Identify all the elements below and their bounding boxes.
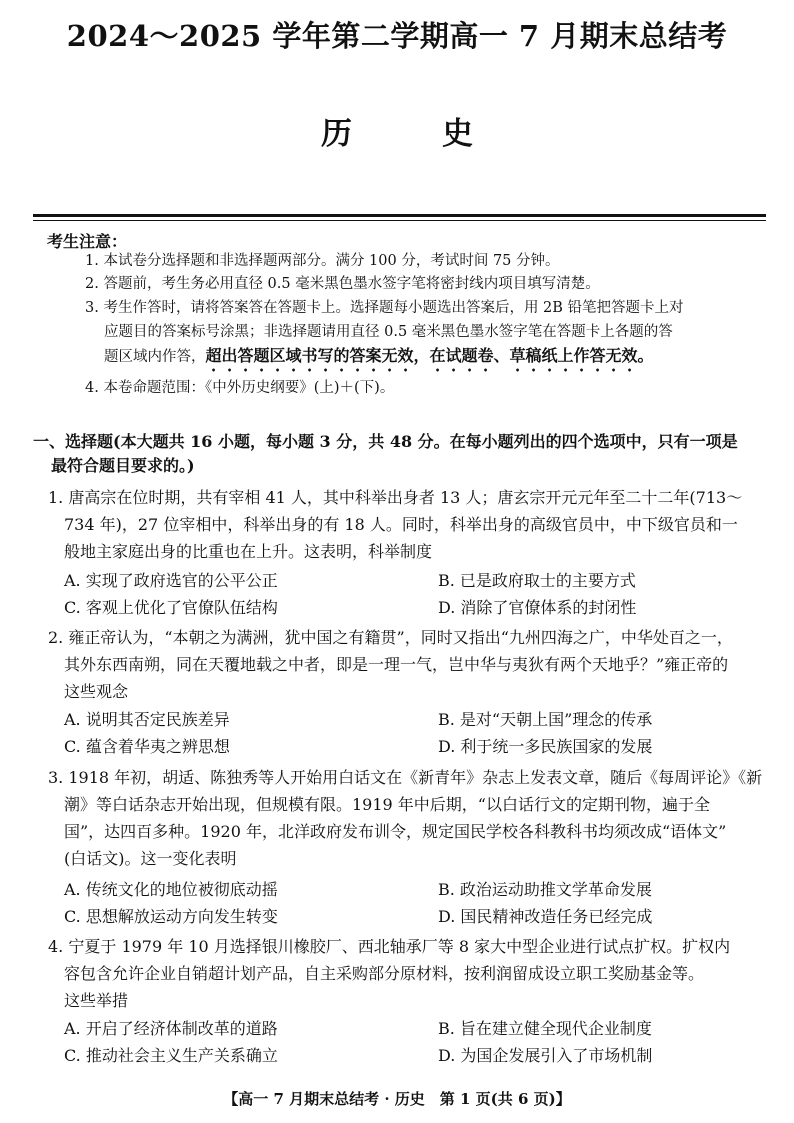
question-1-line-1: 1. 唐高宗在位时期，共有宰相 41 人，其中科举出身者 13 人；唐玄宗开元元年至二十二年(713～ (48, 488, 743, 507)
question-2-option-b[interactable]: B. 是对“天朝上国”理念的传承 (438, 710, 653, 729)
header-divider-thick (33, 214, 766, 217)
question-2-option-d[interactable]: D. 利于统一多民族国家的发展 (438, 737, 653, 756)
question-3-option-d[interactable]: D. 国民精神改造任务已经完成 (438, 907, 653, 926)
section-heading-line1: 一、选择题(本大题共 16 小题，每小题 3 分，共 48 分。在每小题列出的四个选项中，只有一项是 (33, 432, 738, 451)
question-1-option-c[interactable]: C. 客观上优化了官僚队伍结构 (64, 598, 278, 617)
question-1-option-b[interactable]: B. 已是政府取士的主要方式 (438, 571, 636, 590)
question-2-options (64, 706, 764, 760)
notice-item-3: 3. 考生作答时，请将答案答在答题卡上。选择题每小题选出答案后，用 2B 铅笔把答题卡上对 (85, 300, 684, 316)
question-4-option-b[interactable]: B. 旨在建立健全现代企业制度 (438, 1019, 652, 1038)
question-3-line-3: 国”，达四百多种。1920 年，北洋政府发布训令，规定国民学校各科教科书均须改成“语体文” (64, 822, 727, 841)
section-heading-line2: 最符合题目要求的。) (51, 456, 195, 475)
question-3 (48, 764, 773, 872)
question-4-options (64, 1015, 764, 1069)
question-4-option-a[interactable]: A. 开启了经济体制改革的道路 (64, 1019, 278, 1038)
page-footer: 【高一 7 月期末总结考 · 历史 第 1 页(共 6 页)】 (223, 1090, 571, 1108)
notice-item-1: 1. 本试卷分选择题和非选择题两部分。满分 100 分，考试时间 75 分钟。 (85, 253, 560, 269)
notice-item-4: 4. 本卷命题范围：《中外历史纲要》(上)＋(下)。 (85, 380, 395, 396)
notice-item-3-cont2 (104, 345, 774, 375)
header-divider-thin (33, 220, 766, 221)
question-4-line-1: 4. 宁夏于 1979 年 10 月选择银川橡胶厂、西北轴承厂等 8 家大中型企业进行试点扩权。扩权内 (48, 937, 731, 956)
question-3-option-a[interactable]: A. 传统文化的地位被彻底动摇 (64, 880, 278, 899)
question-4-option-c[interactable]: C. 推动社会主义生产关系确立 (64, 1046, 278, 1065)
question-2-option-c[interactable]: C. 蕴含着华夷之辨思想 (64, 737, 230, 756)
notice-item-3-tail: 题区域内作答， (104, 349, 206, 365)
question-3-option-b[interactable]: B. 政治运动助推文学革命发展 (438, 880, 652, 899)
question-2-option-a[interactable]: A. 说明其否定民族差异 (64, 710, 230, 729)
exam-title: 2024～2025 学年第二学期高一 7 月期末总结考 (66, 19, 728, 53)
question-3-line-1: 3. 1918 年初，胡适、陈独秀等人开始用白话文在《新青年》杂志上发表文章，随后《每周评论》《新 (48, 768, 763, 787)
question-3-line-2: 潮》等白话杂志开始出现，但规模有限。1919 年中后期，“以白话行文的定期刊物，遍于全 (64, 795, 710, 814)
notice-item-2: 2. 答题前，考生务必用直径 0.5 毫米黑色墨水签字笔将密封线内项目填写清楚。 (85, 276, 600, 292)
question-3-options (64, 876, 764, 930)
question-1-line-3: 般地主家庭出身的比重也在上升。这表明，科举制度 (64, 542, 433, 561)
section-heading (33, 430, 773, 478)
question-1-line-2: 734 年)，27 位宰相中，科举出身的有 18 人。同时，科举出身的高级官员中，中下级官员和一 (64, 515, 738, 534)
question-2 (48, 624, 773, 705)
question-4 (48, 933, 773, 1014)
question-2-line-1: 2. 雍正帝认为，“本朝之为满洲，犹中国之有籍贯”，同时又指出“九州四海之广，中华处百之一， (48, 628, 733, 647)
question-2-line-2: 其外东西南朔，同在天覆地载之中者，即是一理一气，岂中华与夷狄有两个天地乎？”雍正帝的 (64, 655, 729, 674)
notice-emphasis: 超出答题区域书写的答案无效，在试题卷、草稿纸上作答无效。 (205, 346, 654, 365)
question-2-line-3: 这些观念 (64, 682, 129, 701)
question-4-line-3: 这些举措 (64, 991, 129, 1010)
notice-item-3-cont: 应题目的答案标号涂黑；非选择题请用直径 0.5 毫米黑色墨水签字笔在答题卡上各题的答 (104, 324, 673, 340)
question-1-options (64, 567, 764, 621)
subject-title: 历史 (321, 116, 563, 152)
notice-heading: 考生注意： (47, 232, 128, 251)
question-1 (48, 484, 773, 565)
question-3-option-c[interactable]: C. 思想解放运动方向发生转变 (64, 907, 278, 926)
question-4-option-d[interactable]: D. 为国企发展引入了市场机制 (438, 1046, 653, 1065)
question-1-option-d[interactable]: D. 消除了官僚体系的封闭性 (438, 598, 637, 617)
question-3-line-4: (白话文)。这一变化表明 (64, 849, 237, 868)
question-1-option-a[interactable]: A. 实现了政府选官的公平公正 (64, 571, 278, 590)
question-4-line-2: 容包含允许企业自销超计划产品，自主采购部分原材料，按利润留成设立职工奖励基金等。 (64, 964, 705, 983)
